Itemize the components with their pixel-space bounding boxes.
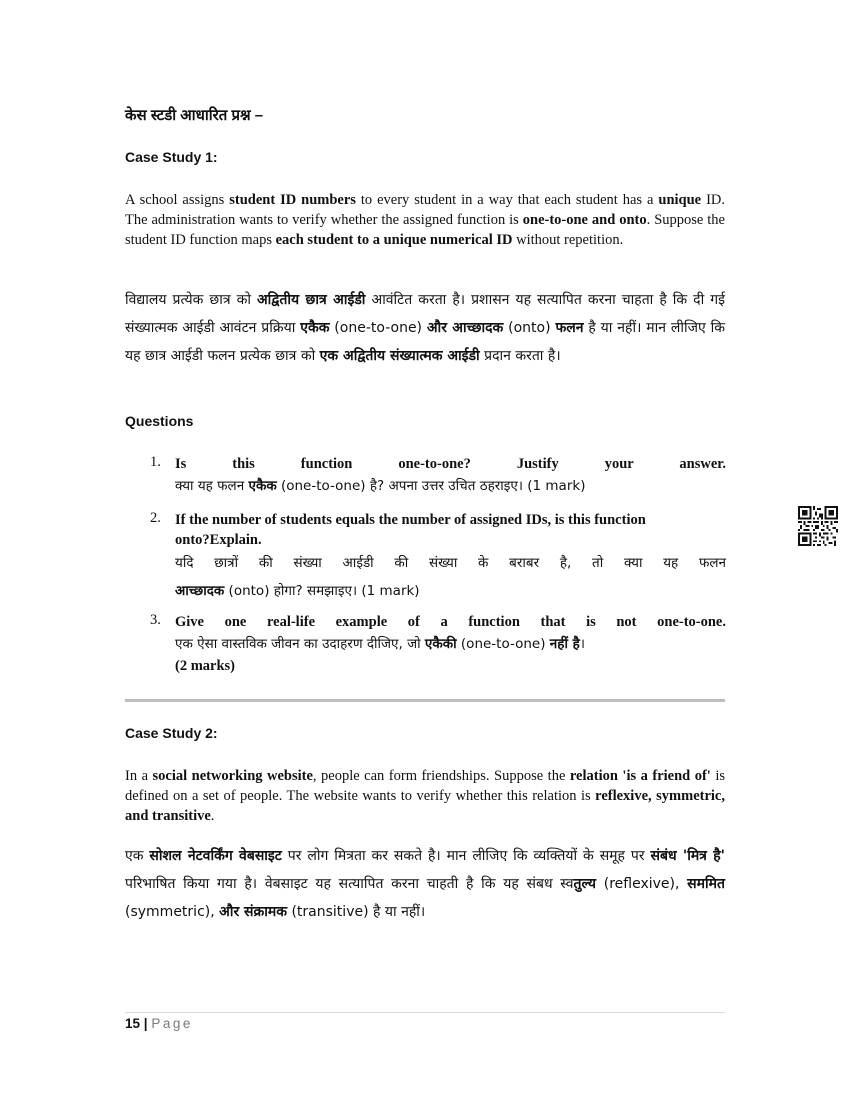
question-hindi: क्या यह फलन एकैक (one-to-one) है? अपना उत्तर उचित ठहराइए। (1 mark) xyxy=(175,478,586,494)
qr-code-icon xyxy=(798,506,838,546)
footer-separator: | xyxy=(143,1016,148,1031)
document-title: केस स्टडी आधारित प्रश्न – xyxy=(125,107,264,124)
question-english: Give one real-life example of a function that is not one-to-one. xyxy=(175,614,726,630)
case-study-1-english-paragraph: A school assigns student ID numbers to every student in a way that each student has a unique ID. The administration wants to verify whether the assigned function is one-to-one and onto. Suppose the student ID function maps each student to a unique numerical ID without repetition. xyxy=(125,192,725,248)
question-number: 3. xyxy=(150,612,161,628)
case-study-2-english-paragraph: In a social networking website, people can form friendships. Suppose the relation 'is a friend of' is defined on a set of people. The website wants to verify whether this relation is reflexive, symmetric, and transitive. xyxy=(125,768,725,824)
page-footer xyxy=(125,1016,193,1031)
question-english: If the number of students equals the number of assigned IDs, is this function onto?Explain. xyxy=(175,512,646,548)
section-divider xyxy=(125,699,725,702)
question-english: Is this function one-to-one? Justify your answer. xyxy=(175,456,726,472)
case-study-1-heading: Case Study 1: xyxy=(125,149,218,165)
questions-heading: Questions xyxy=(125,413,194,429)
page-number: 15 xyxy=(125,1016,141,1031)
case-study-1-hindi-paragraph: विद्यालय प्रत्येक छात्र को अद्वितीय छात्र आईडी आवंटित करता है। प्रशासन यह सत्यापित करना चाहता है कि दी गई संख्यात्मक आईडी आवंटन प्रक्रिया एकैक (one-to-one) और आच्छादक (onto) फलन है या नहीं। मान लीजिए कि यह छात्र आईडी फलन प्रत्येक छात्र को एक अद्वितीय संख्यात्मक आईडी प्रदान करता है। xyxy=(125,292,726,364)
case-study-2-hindi-paragraph: एक सोशल नेटवर्किंग वेबसाइट पर लोग मित्रता कर सकते है। मान लीजिए कि व्यक्तियों के समूह पर संबंध 'मित्र है' परिभाषित किया गया है। वेबसाइट यह सत्यापित करना चाहती है कि यह संबध स्वतुल्य (reflexive), सममित (symmetric), और संक्रामक (transitive) है या नहीं। xyxy=(125,848,725,920)
question-hindi: एक ऐसा वास्तविक जीवन का उदाहरण दीजिए, जो एकैकी (one-to-one) नहीं है। xyxy=(175,636,585,652)
question-hindi-continued: आच्छादक (onto) होगा? समझाइए। (1 mark) xyxy=(175,583,420,599)
question-marks: (2 marks) xyxy=(175,658,236,674)
question-hindi: यदि छात्रों की संख्या आईडी की संख्या के बराबर है, तो क्या यह फलन xyxy=(175,555,726,571)
question-number: 2. xyxy=(150,510,161,526)
question-number: 1. xyxy=(150,454,161,470)
case-study-2-heading: Case Study 2: xyxy=(125,725,218,741)
footer-divider xyxy=(125,1012,725,1013)
page-label: Page xyxy=(151,1016,193,1031)
